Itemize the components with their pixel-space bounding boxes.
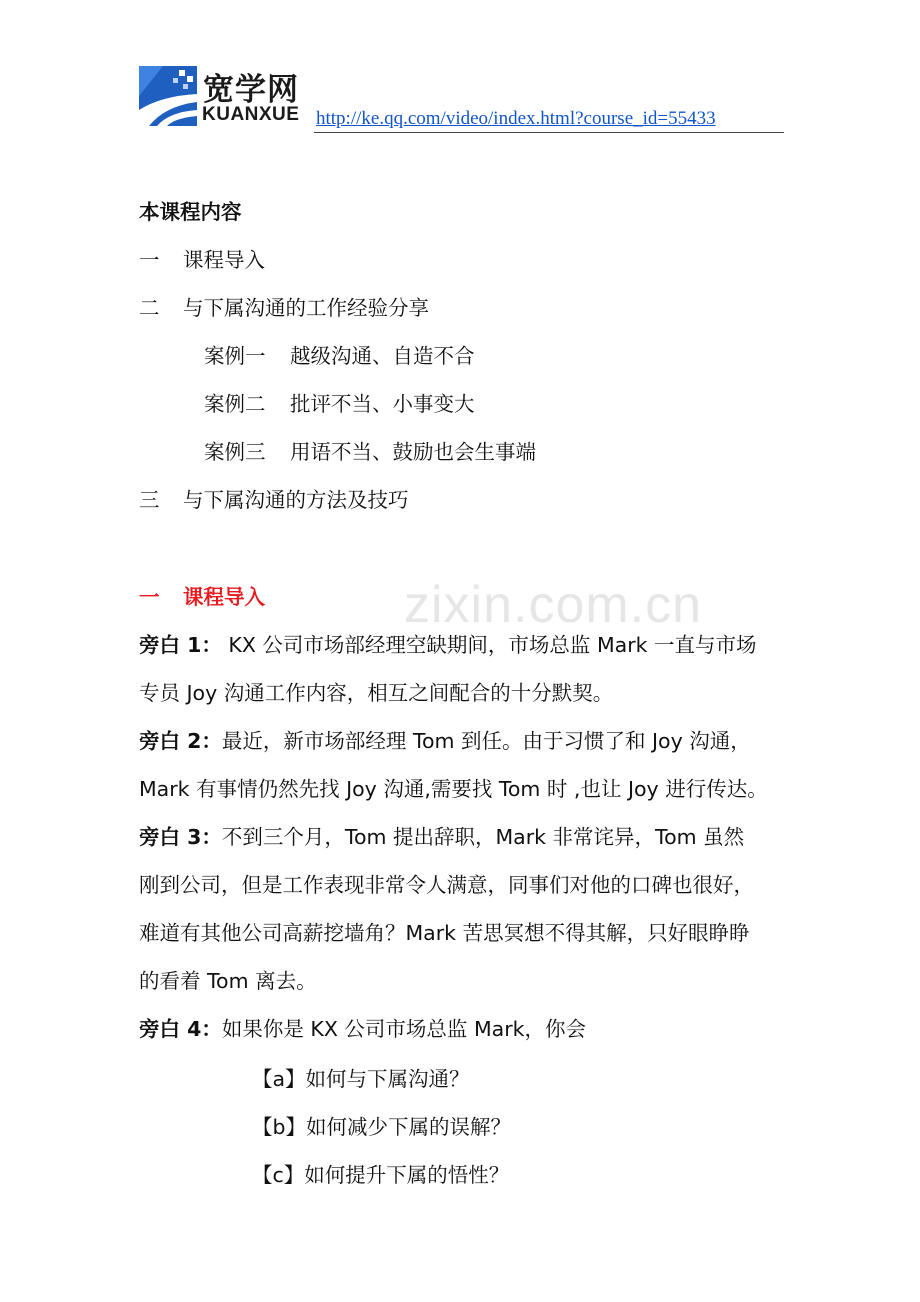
toc-case (204, 339, 475, 369)
section-heading (139, 580, 265, 610)
toc-item-number: 一 (139, 248, 160, 272)
narration-line (139, 1012, 586, 1042)
toc-case-label: 案例三 (204, 440, 266, 464)
narration-line: 专员 Joy 沟通工作内容，相互之间配合的十分默契。 (139, 681, 614, 705)
narration-line: 的看着 Tom 离去。 (139, 969, 317, 993)
course-link[interactable]: http://ke.qq.com/video/index.html?course_id=55433 (316, 108, 716, 129)
logo-chinese-name: 宽学网 (203, 72, 299, 108)
narration-line (139, 820, 744, 850)
toc-item-text: 与下属沟通的方法及技巧 (183, 488, 409, 512)
narration-text: 最近，新市场部经理 Tom 到任。由于习惯了和 Joy 沟通， (221, 729, 751, 753)
question-item: 【b】如何减少下属的误解？ (252, 1115, 512, 1139)
narration-text: KX 公司市场部经理空缺期间，市场总监 Mark 一直与市场 (221, 633, 757, 657)
logo-english-name: KUANXUE (202, 104, 300, 125)
narration-label: 旁白 3： (139, 825, 222, 849)
toc-title: 本课程内容 (139, 200, 242, 224)
toc-item-text: 与下属沟通的工作经验分享 (183, 296, 429, 320)
toc-case-text: 用语不当、鼓励也会生事端 (290, 440, 536, 464)
toc-case-text: 越级沟通、自造不合 (290, 344, 475, 368)
toc-case-text: 批评不当、小事变大 (290, 392, 475, 416)
narration-line: 难道有其他公司高薪挖墙角？Mark 苦思冥想不得其解，只好眼睁睁 (139, 921, 750, 945)
toc-case (204, 435, 536, 465)
header-underline (314, 132, 784, 133)
toc-item-number: 三 (139, 488, 160, 512)
toc-case-label: 案例二 (204, 392, 266, 416)
narration-line: 刚到公司，但是工作表现非常令人满意，同事们对他的口碑也很好， (139, 873, 754, 897)
narration-text: 如果你是 KX 公司市场总监 Mark，你会 (221, 1017, 586, 1041)
narration-line: Mark 有事情仍然先找 Joy 沟通,需要找 Tom 时 ,也让 Joy 进行传达。 (139, 777, 768, 801)
toc-item (139, 483, 409, 513)
narration-line (139, 724, 751, 754)
kuanxue-logo-icon (139, 66, 197, 126)
question-item: 【c】如何提升下属的悟性？ (252, 1163, 510, 1187)
toc-item (139, 243, 265, 273)
question-item: 【a】如何与下属沟通？ (252, 1067, 470, 1091)
watermark: zixin.com.cn (404, 576, 703, 634)
toc-case-label: 案例一 (204, 344, 266, 368)
section-number: 一 (139, 585, 160, 609)
toc-item (139, 291, 429, 321)
narration-text: 不到三个月，Tom 提出辞职，Mark 非常诧异，Tom 虽然 (221, 825, 745, 849)
narration-label: 旁白 1： (139, 633, 222, 657)
narration-line (139, 628, 757, 658)
narration-label: 旁白 4： (139, 1017, 222, 1041)
toc-case (204, 387, 475, 417)
toc-item-number: 二 (139, 296, 160, 320)
toc-item-text: 课程导入 (183, 248, 265, 272)
narration-label: 旁白 2： (139, 729, 222, 753)
section-title: 课程导入 (183, 585, 265, 609)
page-header (139, 64, 784, 134)
